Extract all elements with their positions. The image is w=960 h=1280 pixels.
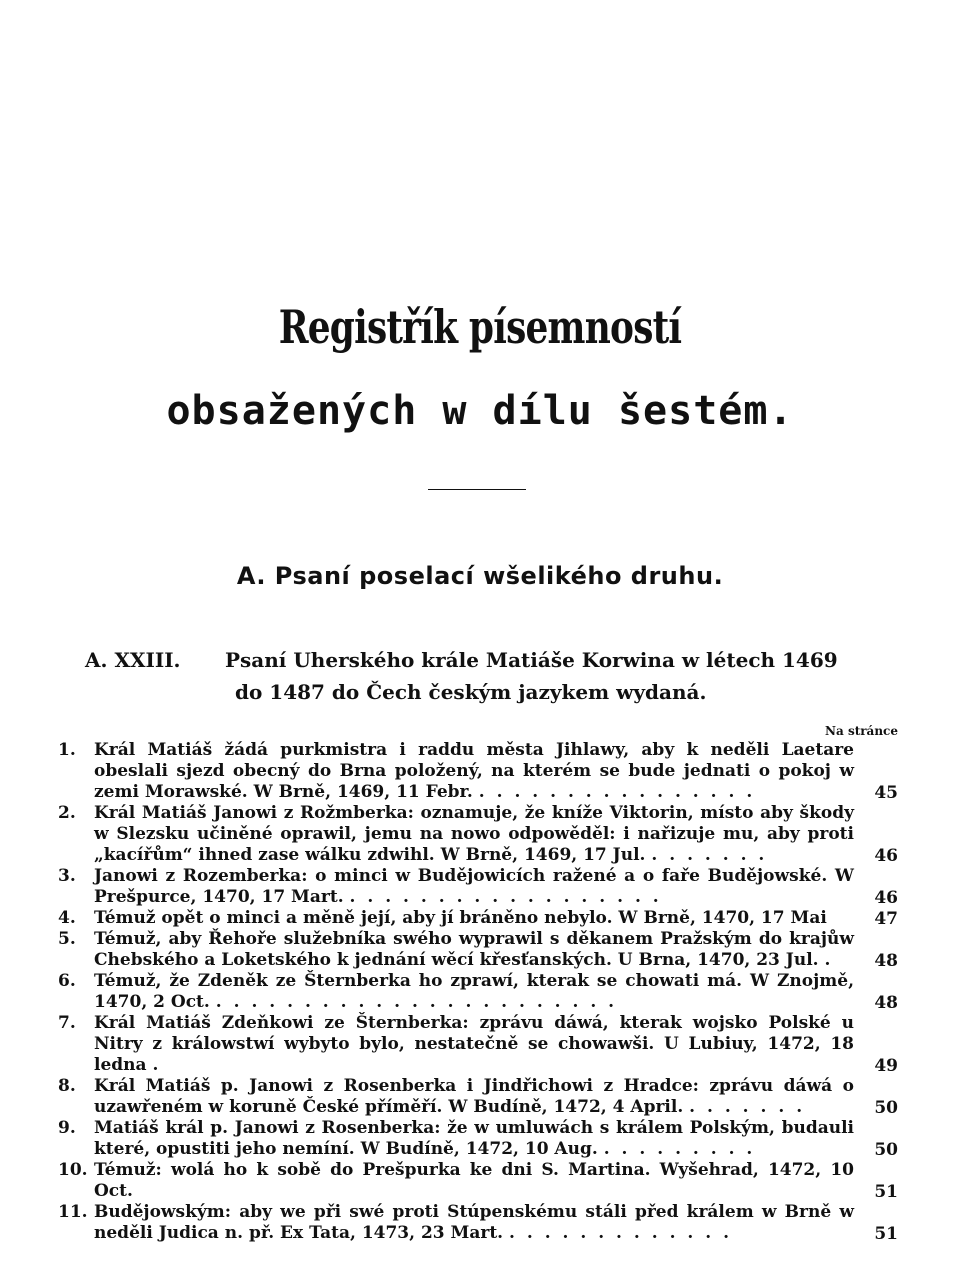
list-item xyxy=(58,908,898,929)
list-item xyxy=(58,1013,898,1076)
list-item xyxy=(58,1076,898,1118)
list-item xyxy=(58,1118,898,1160)
entry-text: Janowi z Rozemberka: o minci w Budějowicích ražené a o faře Budějowské. W Prešpurce, 1470, 17 Mart. . . . . . . . . . . . . . . . . . . xyxy=(94,866,854,907)
entry-text: Král Matiáš p. Janowi z Rosenberka i Jindřichowi z Hradce: zprávu dáwá o uzawřeném w koruně České příměří. W Budíně, 1472, 4 April. . . . . . . . xyxy=(94,1076,854,1117)
subsection-number: A. XXIII. xyxy=(85,648,181,672)
list-item xyxy=(58,803,898,866)
entry-text: Král Matiáš Janowi z Rožmberka: oznamuje, že kníže Viktorin, místo aby škody w Slezsku učiněné oprawil, jemu na nowo odpowěděl: i nařizuje mu, aby proti „kacířům“ ihned zase wálku zdwihl. W Brně, 1469, 17 Jul. . . . . . . . xyxy=(94,803,854,865)
list-item xyxy=(58,1202,898,1244)
entry-number: 11. xyxy=(58,1202,88,1222)
entry-page: 46 xyxy=(874,888,898,908)
entry-page: 51 xyxy=(874,1224,898,1244)
entry-page: 50 xyxy=(874,1140,898,1160)
entry-number: 2. xyxy=(58,803,76,823)
entry-list xyxy=(0,738,960,1244)
entry-number: 5. xyxy=(58,929,76,949)
list-item xyxy=(58,971,898,1013)
entry-number: 8. xyxy=(58,1076,76,1096)
entry-number: 7. xyxy=(58,1013,76,1033)
entry-text: Matiáš král p. Janowi z Rosenberka: že w umluwách s králem Polským, budauli které, opustiti jeho nemíní. W Budíně, 1472, 10 Aug. . . . . . . . . . xyxy=(94,1118,854,1159)
subsection-title-2: do 1487 do Čech českým jazykem wydaná. xyxy=(235,680,707,704)
subsection-line-1 xyxy=(85,648,838,672)
entry-number: 4. xyxy=(58,908,76,928)
list-item xyxy=(58,866,898,908)
entry-page: 48 xyxy=(874,951,898,971)
page-title: Registřík písemností xyxy=(278,300,682,354)
page-subtitle: obsažených w dílu šestém. xyxy=(166,388,794,434)
entry-text: Témuž: wolá ho k sobě do Prešpurka ke dni S. Martina. Wyšehrad, 1472, 10 Oct. xyxy=(94,1160,854,1201)
list-item xyxy=(58,1160,898,1202)
entry-page: 46 xyxy=(874,846,898,866)
entry-page: 49 xyxy=(874,1056,898,1076)
list-item xyxy=(58,929,898,971)
entry-number: 9. xyxy=(58,1118,76,1138)
entry-page: 45 xyxy=(874,783,898,803)
entry-number: 6. xyxy=(58,971,76,991)
entry-page: 47 xyxy=(874,909,898,929)
entry-page: 51 xyxy=(874,1182,898,1202)
divider-rule xyxy=(428,489,526,490)
entry-text: Témuž opět o minci a měně její, aby jí bráněno nebylo. W Brně, 1470, 17 Mai xyxy=(94,908,827,928)
entry-number: 3. xyxy=(58,866,76,886)
entry-text: Král Matiáš Zdeňkowi ze Šternberka: zprávu dáwá, kterak wojsko Polské u Nitry z králowstwí wybyto bylo, nestatečně se chowawši. U Lubiuy, 1472, 18 ledna . xyxy=(94,1013,854,1075)
list-item xyxy=(58,740,898,803)
entry-number: 1. xyxy=(58,740,76,760)
entry-text: Král Matiáš žádá purkmistra i raddu města Jihlawy, aby k neděli Laetare obeslali sjezd obecný do Brna položený, na kterém se bude jednati o pokoj w zemi Morawské. W Brně, 1469, 11 Febr. . . . . . . . . . . . . . . . . xyxy=(94,740,854,802)
subsection-title-1: Psaní Uherského krále Matiáše Korwina w létech 1469 xyxy=(225,648,838,672)
entry-number: 10. xyxy=(58,1160,88,1180)
entry-text: Témuž, že Zdeněk ze Šternberka ho zprawí, kterak se chowati má. W Znojmě, 1470, 2 Oct. . . . . . . . . . . . . . . . . . . . . . . . xyxy=(94,971,854,1012)
section-heading: A. Psaní poselací wšelikého druhu. xyxy=(236,562,724,590)
entry-text: Budějowským: aby we při swé proti Stúpenskému stáli před králem w Brně w neděli Judica n. př. Ex Tata, 1473, 23 Mart. . . . . . . . . . . . . . xyxy=(94,1202,854,1243)
entry-text: Témuž, aby Řehoře služebníka swého wyprawil s děkanem Pražským do krajůw Chebského a Loketského k jednání wěcí křesťanských. U Brna, 1470, 23 Jul. . xyxy=(94,929,854,970)
entry-page: 50 xyxy=(874,1098,898,1118)
page-column-label: Na stránce xyxy=(825,724,898,738)
entry-page: 48 xyxy=(874,993,898,1013)
